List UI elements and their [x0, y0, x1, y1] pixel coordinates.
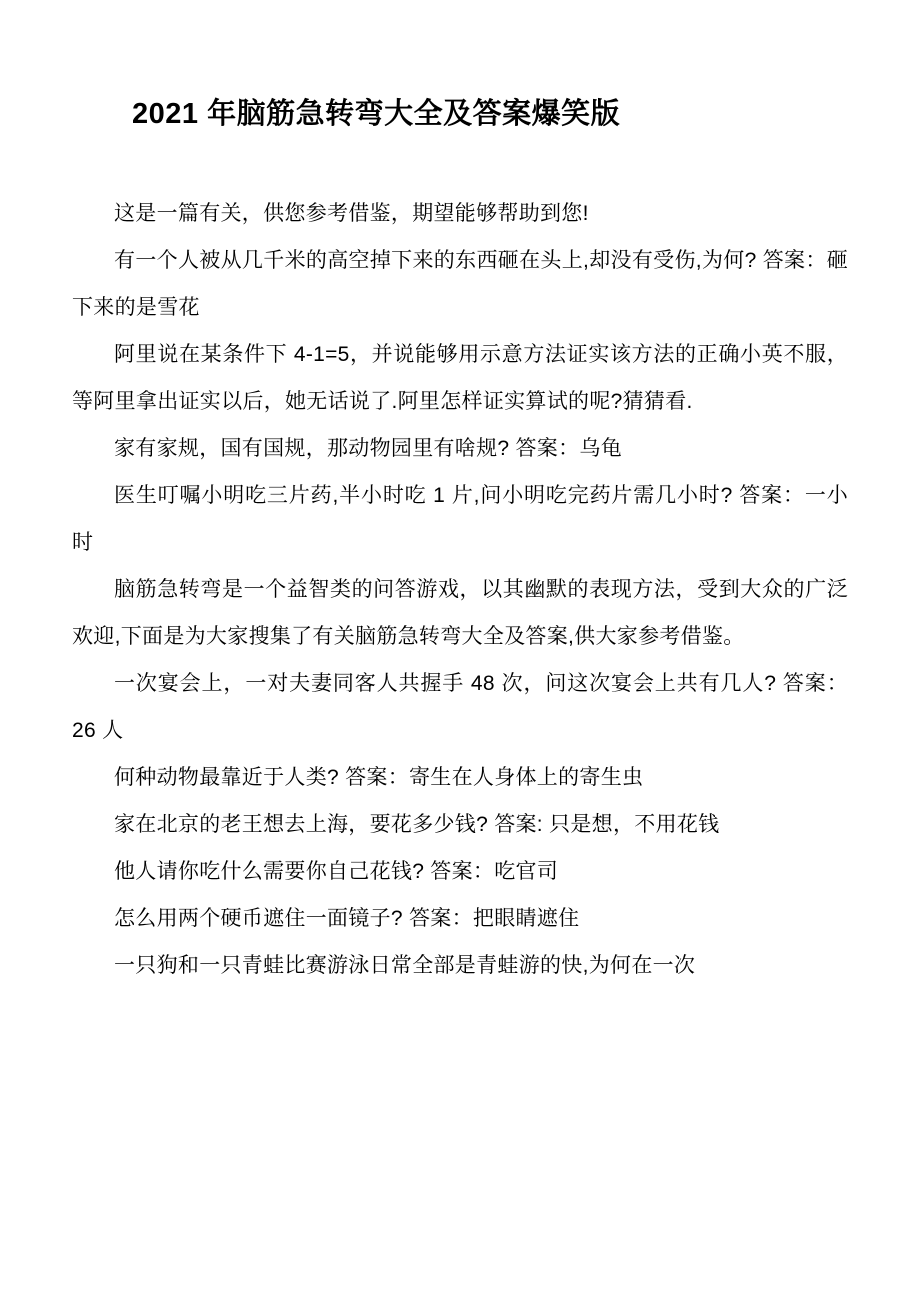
paragraph: 怎么用两个硬币遮住一面镜子? 答案：把眼睛遮住	[114, 906, 580, 930]
paragraph: 一只狗和一只青蛙比赛游泳日常全部是青蛙游的快,为何在一次	[114, 953, 696, 977]
paragraph: 脑筋急转弯是一个益智类的问答游戏，以其幽默的表现方法，受到大众的广泛欢迎,下面是为大家搜集了有关脑筋急转弯大全及答案,供大家参考借鉴。	[72, 577, 848, 648]
paragraph: 家在北京的老王想去上海，要花多少钱? 答案: 只是想，不用花钱	[114, 812, 720, 836]
paragraph: 医生叮嘱小明吃三片药,半小时吃 1 片,问小明吃完药片需几小时? 答案：一小时	[72, 483, 848, 554]
document-body	[72, 190, 848, 989]
paragraph: 一次宴会上，一对夫妻同客人共握手 48 次，问这次宴会上共有几人? 答案：26 人	[72, 671, 848, 742]
page-title: 2021 年脑筋急转弯大全及答案爆笑版	[132, 98, 621, 130]
paragraph: 何种动物最靠近于人类? 答案：寄生在人身体上的寄生虫	[114, 765, 644, 789]
paragraph: 阿里说在某条件下 4-1=5，并说能够用示意方法证实该方法的正确小英不服，等阿里拿出证实以后，她无话说了.阿里怎样证实算试的呢?猜猜看.	[72, 342, 848, 413]
paragraph: 有一个人被从几千米的高空掉下来的东西砸在头上,却没有受伤,为何? 答案：砸下来的是雪花	[72, 248, 848, 319]
paragraph: 家有家规，国有国规，那动物园里有啥规? 答案：乌龟	[114, 436, 623, 460]
paragraph: 他人请你吃什么需要你自己花钱? 答案：吃官司	[114, 859, 559, 883]
paragraph: 这是一篇有关，供您参考借鉴，期望能够帮助到您!	[114, 201, 589, 225]
